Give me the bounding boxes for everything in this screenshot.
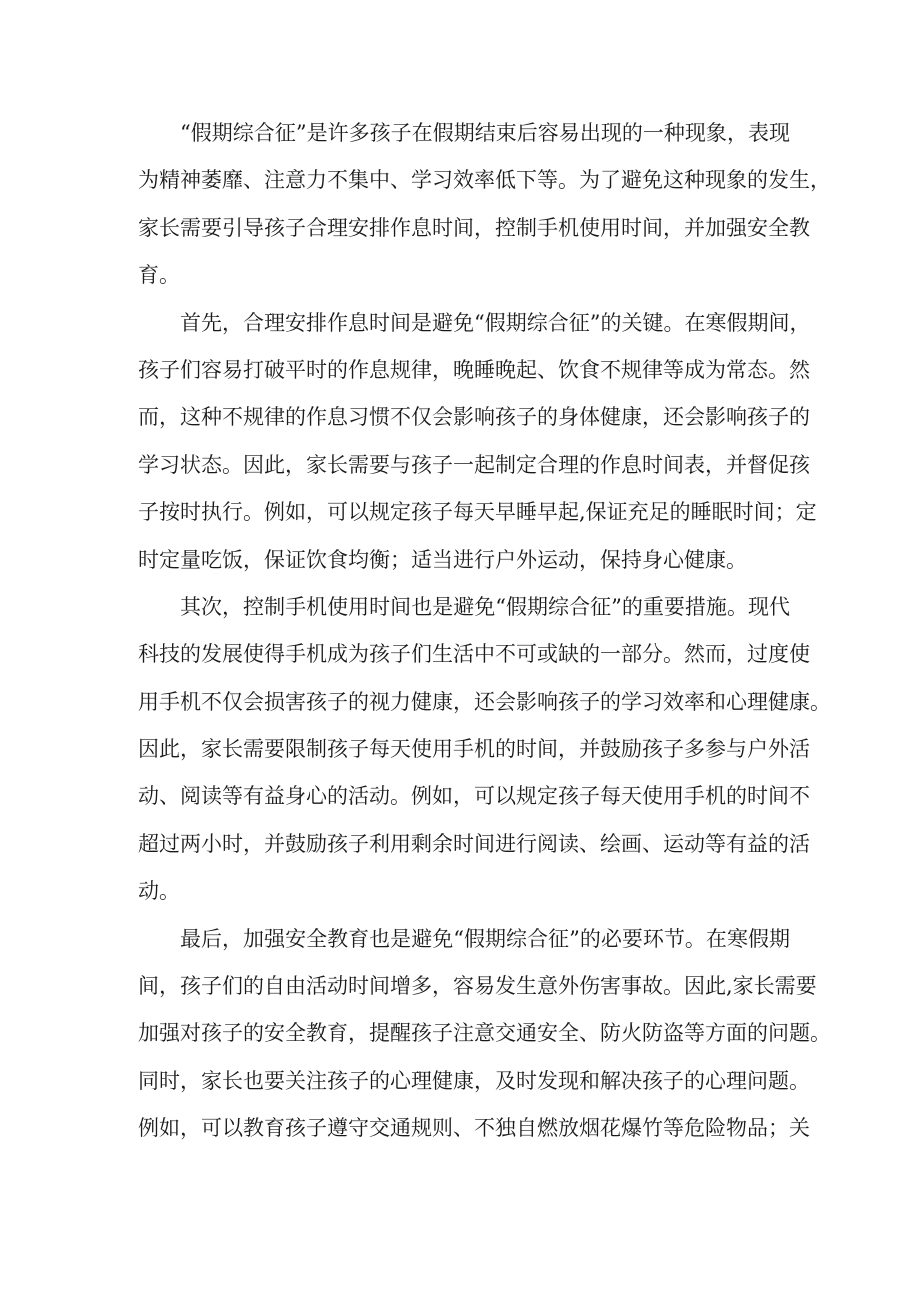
text-line: 用手机不仅会损害孩子的视力健康，还会影响孩子的学习效率和心理健康。 — [138, 689, 831, 714]
text-line: 而，这种不规律的作息习惯不仅会影响孩子的身体健康，还会影响孩子的 — [138, 405, 810, 430]
text-line: 因此，家长需要限制孩子每天使用手机的时间，并鼓励孩子多参与户外活 — [138, 737, 810, 762]
paragraph-intro — [138, 110, 831, 300]
text-line: 孩子们容易打破平时的作息规律，晚睡晚起、饮食不规律等成为常态。然 — [138, 357, 810, 382]
text-line: 首先，合理安排作息时间是避免“假期综合征”的关键。在寒假期间， — [180, 310, 811, 335]
text-line: 育。 — [138, 263, 180, 288]
paragraph-first — [138, 300, 817, 584]
text-line: “假期综合征”是许多孩子在假期结束后容易出现的一种现象，表现 — [180, 121, 790, 145]
text-line: 例如，可以教育孩子遵守交通规则、不独自燃放烟花爆竹等危险物品；关 — [138, 1116, 810, 1141]
text-line: 间，孩子们的自由活动时间增多，容易发生意外伤害事故。因此,家长需要 — [138, 974, 817, 999]
text-line: 动、阅读等有益身心的活动。例如，可以规定孩子每天使用手机的时间不 — [138, 784, 810, 809]
text-line: 动。 — [138, 879, 180, 904]
text-line: 其次，控制手机使用时间也是避免“假期综合征”的重要措施。现代 — [180, 594, 790, 619]
text-line: 科技的发展使得手机成为孩子们生活中不可或缺的一部分。然而，过度使 — [138, 642, 810, 667]
paragraph-second — [138, 584, 831, 916]
paragraph-third — [138, 916, 831, 1153]
text-line: 家长需要引导孩子合理安排作息时间，控制手机使用时间，并加强安全教 — [138, 215, 810, 240]
text-line: 超过两小时，并鼓励孩子利用剩余时间进行阅读、绘画、运动等有益的活 — [138, 831, 810, 856]
text-line: 为精神萎靡、注意力不集中、学习效率低下等。为了避免这种现象的发生， — [138, 168, 831, 193]
text-line: 学习状态。因此，家长需要与孩子一起制定合理的作息时间表，并督促孩 — [138, 452, 810, 477]
text-line: 时定量吃饭，保证饮食均衡；适当进行户外运动，保持身心健康。 — [138, 547, 747, 572]
text-line: 子按时执行。例如，可以规定孩子每天早睡早起,保证充足的睡眠时间；定 — [138, 500, 817, 525]
text-line: 最后，加强安全教育也是避免“假期综合征”的必要环节。在寒假期 — [180, 926, 790, 951]
document-body — [138, 110, 831, 1153]
text-line: 加强对孩子的安全教育，提醒孩子注意交通安全、防火防盗等方面的问题。 — [138, 1021, 831, 1046]
text-line: 同时，家长也要关注孩子的心理健康，及时发现和解决孩子的心理问题。 — [138, 1068, 810, 1093]
